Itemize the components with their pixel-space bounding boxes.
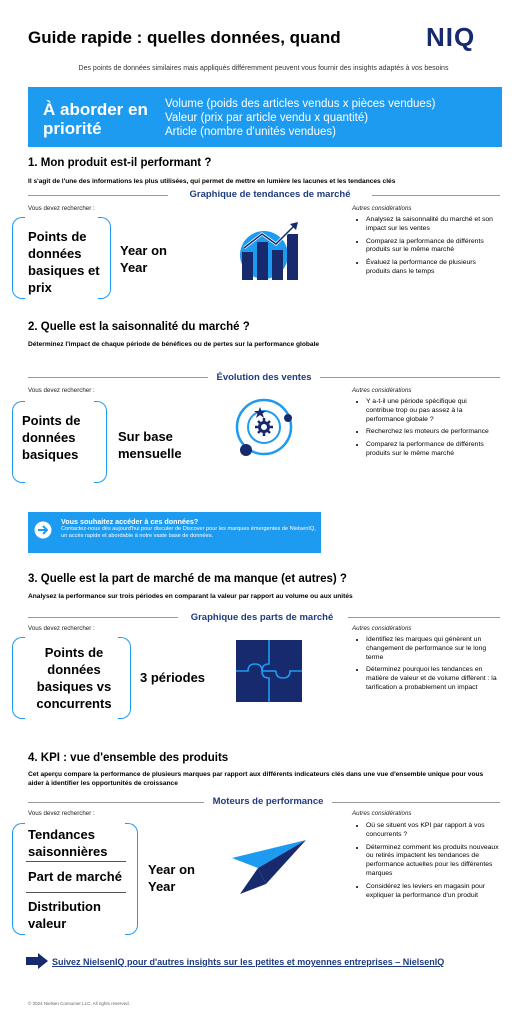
divider: [372, 195, 500, 196]
consideration-item: • Analysez la saisonnalité du marché et son impact sur les ventes: [366, 216, 496, 234]
divider: [348, 617, 500, 618]
bar-chart-growth-icon: [238, 222, 302, 287]
divider: [28, 617, 178, 618]
copyright: © 2024 Nielsen Consumer LLC. All rights reserved.: [28, 1001, 130, 1006]
section-4-considerations: [356, 822, 502, 904]
divider: [26, 861, 126, 862]
priority-box: [28, 87, 502, 147]
page-subtitle: Des points de données similaires mais appliqués différemment peuvent vous fournir des insights adaptés à vos besoins: [78, 65, 449, 72]
section-3-title: 3. Quelle est la part de marché de ma manque (et autres) ?: [28, 573, 347, 585]
search-label: Vous devez rechercher :: [28, 625, 95, 632]
brace-left: [12, 217, 25, 299]
brace-left: [12, 823, 25, 935]
consideration-item: • Comparez la performance de différents produits sur le même marché: [366, 441, 496, 459]
priority-item: Volume (poids des articles vendus x pièces vendues): [165, 98, 436, 110]
section-4-right-text: Year on Year: [148, 862, 195, 894]
other-considerations-label: Autres considérations: [352, 625, 412, 632]
section-1-title: 1. Mon produit est-il performant ?: [28, 157, 212, 169]
arrow-right-icon: [26, 953, 48, 974]
section-4-title: 4. KPI : vue d'ensemble des produits: [28, 752, 229, 764]
section-1-chart-title: Graphique de tendances de marché: [189, 189, 351, 200]
arrow-right-icon: [34, 521, 52, 544]
consideration-item: • Recherchez les moteurs de performance: [366, 428, 496, 437]
search-label: Vous devez rechercher :: [28, 810, 95, 817]
divider: [28, 195, 168, 196]
priority-item: Article (nombre d'unités vendues): [165, 126, 336, 138]
brace-right: [118, 637, 131, 719]
consideration-item: • Identifiez les marques qui génèrent un changement de performance sur le long terme: [366, 636, 498, 662]
kpi-item-seasonal: Tendances saisonnières: [28, 827, 108, 859]
other-considerations-label: Autres considérations: [352, 205, 412, 212]
divider: [320, 377, 500, 378]
section-2-left-text: Points de données basiques: [22, 413, 81, 462]
section-4-chart-title: Moteurs de performance: [212, 796, 324, 807]
priority-item: Valeur (prix par article vendu x quantité): [165, 112, 369, 124]
section-3-considerations: [356, 636, 498, 697]
section-3-chart-title: Graphique des parts de marché: [190, 612, 334, 623]
other-considerations-label: Autres considérations: [352, 387, 412, 394]
section-3-left-text: Points de données basiques vs concurrents: [36, 645, 112, 711]
divider: [28, 377, 208, 378]
consideration-item: • Déterminez pourquoi les tendances en matière de valeur et de volume diffèrent : la tarification a probablement un impact: [366, 666, 498, 692]
section-1-considerations: [356, 216, 496, 281]
search-label: Vous devez rechercher :: [28, 387, 95, 394]
divider: [26, 892, 126, 893]
kpi-item-market-share: Part de marché: [28, 869, 122, 884]
cta-heading: Vous souhaitez accéder à ces données?: [61, 517, 199, 526]
section-2-chart-title: Évolution des ventes: [216, 372, 312, 383]
other-considerations-label: Autres considérations: [352, 810, 412, 817]
page-title: Guide rapide : quelles données, quand: [28, 28, 341, 47]
consideration-item: • Déterminez comment les produits nouveaux ou retirés impactent les tendances de performance actuelles pour les différentes marques: [366, 844, 502, 879]
consideration-item: • Comparez la performance de différents produits sur le même marché: [366, 238, 496, 256]
priority-heading: À aborder en priorité: [43, 100, 148, 138]
section-4-desc: Cet aperçu compare la performance de plusieurs marques par rapport aux différents indicateurs clés dans une vue d'ensemble unique pour vous aider à identifier les opportunités de croissance: [28, 771, 484, 787]
divider: [332, 802, 500, 803]
paper-plane-icon: [232, 838, 308, 901]
niq-logo: NIQ: [426, 22, 476, 52]
target-gear-orbit-icon: [232, 398, 294, 465]
consideration-item: • Où se situent vos KPI par rapport à vos concurrents ?: [366, 822, 502, 840]
section-1-desc: Il s'agit de l'une des informations les plus utilisées, qui permet de mettre en lumière les lacunes et les tendances clés: [28, 178, 396, 185]
cta-body: Contactez-nous dès aujourd'hui pour discuter de Discover pour les marques émergentes de NielsenIQ, un accès rapide et abordable à notre vaste base de données.: [61, 526, 316, 539]
brace-right: [125, 823, 138, 935]
section-1-left-text: Points de données basiques et prix: [28, 229, 100, 295]
consideration-item: • Évaluez la performance de plusieurs produits dans le temps: [366, 259, 496, 277]
section-3-desc: Analysez la performance sur trois périodes en comparant la valeur par rapport au volume ou aux unités: [28, 593, 353, 600]
kpi-item-distribution: Distribution valeur: [28, 899, 101, 931]
follow-niq-link[interactable]: Suivez NielsenIQ pour d'autres insights sur les petites et moyennes entreprises – NielsenIQ: [52, 957, 445, 967]
section-2-desc: Déterminez l'impact de chaque période de bénéfices ou de pertes sur la performance globale: [28, 341, 320, 348]
section-2-title: 2. Quelle est la saisonnalité du marché ?: [28, 321, 250, 333]
section-2-right-text: Sur base mensuelle: [118, 429, 182, 461]
puzzle-icon: [236, 640, 302, 707]
contact-cta-box[interactable]: [28, 512, 321, 553]
brace-right: [94, 401, 107, 483]
search-label: Vous devez rechercher :: [28, 205, 95, 212]
brace-right: [98, 217, 111, 299]
divider: [28, 802, 204, 803]
section-3-right-text: 3 périodes: [140, 670, 206, 685]
section-1-right-text: Year on Year: [120, 243, 167, 275]
consideration-item: • Considérez les leviers en magasin pour expliquer la performance d'un produit: [366, 883, 502, 901]
consideration-item: • Y a-t-il une période spécifique qui contribue trop ou pas assez à la performance globale ?: [366, 398, 496, 424]
priority-list: [165, 97, 435, 139]
section-2-considerations: [356, 398, 496, 463]
